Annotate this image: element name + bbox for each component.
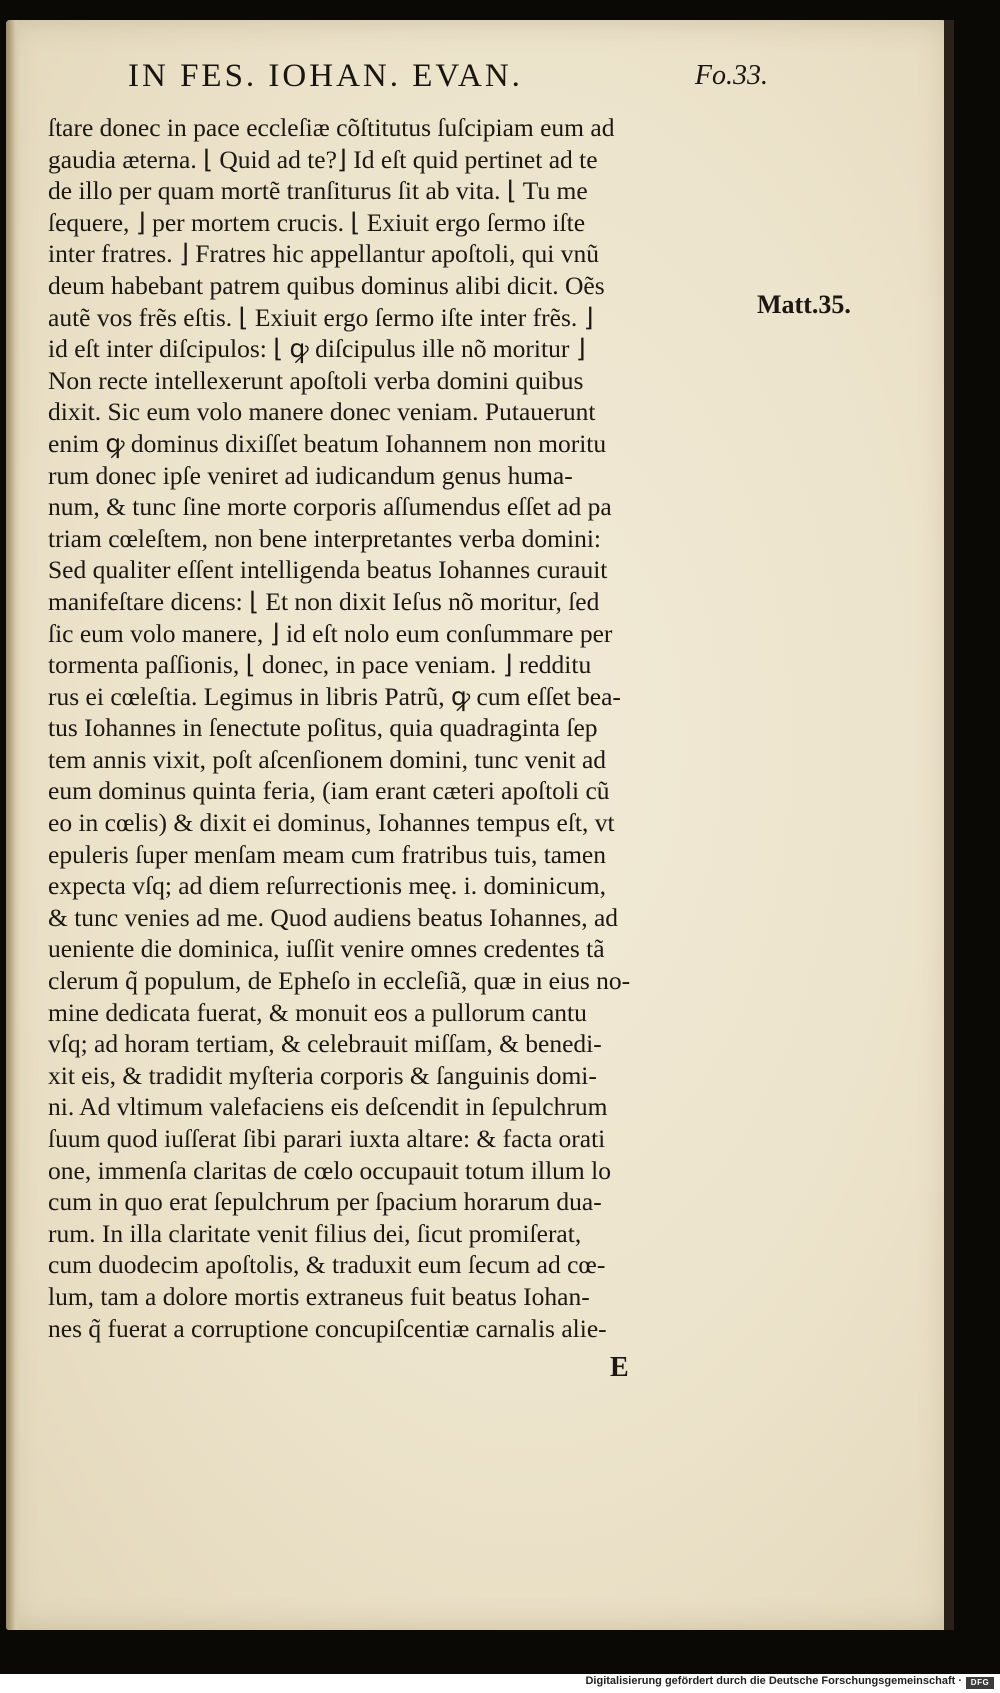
text-line: de illo per quam mortẽ tranſiturus ſit ab vita. ⌊ Tu me [48, 176, 588, 206]
text-line: rus ei cœleſtia. Legimus in libris Patrũ, ꝙ cum eſſet bea- [48, 681, 621, 711]
credit-bar [0, 1674, 1000, 1693]
text-line: vſq; ad horam tertiam, & celebrauit miſſam, & benedi- [48, 1029, 602, 1059]
dfg-logo-icon: DFG [966, 1677, 994, 1689]
text-line: rum donec ipſe veniret ad iudicandum genus huma- [48, 460, 573, 490]
text-line: nes q̃ fuerat a corruptione concupiſcentiæ carnalis alie- [48, 1313, 607, 1343]
text-line: Sed qualiter eſſent intelligenda beatus Iohannes curauit [48, 555, 608, 585]
text-line: Non recte intellexerunt apoſtoli verba domini quibus [48, 365, 584, 395]
funding-credit: Digitalisierung gefördert durch die Deutsche Forschungsgemeinschaft · [585, 1675, 962, 1687]
text-line: autẽ vos frẽs eſtis. ⌊ Exiuit ergo ſermo iſte inter frẽs. ⌋ [48, 302, 594, 332]
text-line: enim ꝙ dominus dixiſſet beatum Iohannem non moritu [48, 428, 607, 458]
text-line: xit eis, & tradidit myſteria corporis & ſanguinis domi- [48, 1060, 597, 1090]
text-line: ueniente die dominica, iuſſit venire omnes credentes tã [48, 934, 605, 964]
text-line: tormenta paſſionis, ⌊ donec, in pace veniam. ⌋ redditu [48, 650, 592, 680]
page-gutter-shadow [6, 20, 20, 1630]
text-line: ni. Ad vltimum valefaciens eis deſcendit in ſepulchrum [48, 1092, 608, 1122]
margin-note: Matt.35. [757, 290, 851, 319]
text-line: deum habebant patrem quibus dominus alibi dicit. Oẽs [48, 270, 605, 300]
text-line: id eſt inter diſcipulos: ⌊ ꝙ diſcipulus ille nõ moritur ⌋ [48, 334, 586, 364]
signature-mark: E [610, 1352, 629, 1383]
text-line: eum dominus quinta feria, (iam erant cæteri apoſtoli cũ [48, 776, 610, 806]
book-edge [944, 20, 954, 1630]
text-line: rum. In illa claritate venit filius dei, ſicut promiſerat, [48, 1218, 582, 1248]
text-line: expecta vſq; ad diem reſurrectionis meę. i. dominicum, [48, 871, 606, 901]
text-line: tus Iohannes in ſenectute poſitus, quia quadraginta ſep [48, 713, 598, 743]
text-line: clerum q̃ populum, de Epheſo in eccleſiã, quæ in eius no- [48, 966, 631, 996]
text-line: num, & tunc ſine morte corporis aſſumendus eſſet ad pa [48, 492, 612, 522]
text-line: ſuum quod iuſſerat ſibi parari iuxta altare: & facta orati [48, 1124, 606, 1153]
text-line: tem annis vixit, poſt aſcenſionem domini, tunc venit ad [48, 744, 607, 774]
text-line: epuleris ſuper menſam meam cum fratribus tuis, tamen [48, 839, 606, 869]
text-line: eo in cœlis) & dixit ei dominus, Iohannes tempus eſt, vt [48, 808, 615, 838]
text-line: cum duodecim apoſtolis, & traduxit eum ſecum ad cœ- [48, 1250, 606, 1280]
text-line: one, immenſa claritas de cœlo occupauit totum illum lo [48, 1155, 611, 1185]
text-line: dixit. Sic eum volo manere donec veniam. Putauerunt [48, 397, 596, 427]
folio-number: Fo.33. [694, 60, 768, 91]
text-line: triam cœleſtem, non bene interpretantes verba domini: [48, 523, 602, 553]
text-line: lum, tam a dolore mortis extraneus fuit beatus Iohan- [48, 1281, 590, 1311]
running-title: IN FES. IOHAN. EVAN. [128, 58, 523, 94]
body-text [48, 112, 753, 1344]
text-line: mine dedicata fuerat, & monuit eos a pullorum cantu [48, 997, 587, 1027]
text-line: ſtare donec in pace eccleſiæ cõſtitutus ſuſcipiam eum ad [48, 113, 615, 142]
text-line: ſic eum volo manere, ⌋ id eſt nolo eum conſummare per [48, 618, 613, 648]
text-line: cum in quo erat ſepulchrum per ſpacium horarum dua- [48, 1187, 602, 1217]
text-line: ſequere, ⌋ per mortem crucis. ⌊ Exiuit ergo ſermo iſte [48, 207, 586, 237]
text-line: gaudia æterna. ⌊ Quid ad te?⌋ Id eſt quid pertinet ad te [48, 144, 598, 174]
text-line: inter fratres. ⌋ Fratres hic appellantur apoſtoli, qui vnũ [48, 239, 599, 269]
text-line: manifeſtare dicens: ⌊ Et non dixit Ieſus nõ moritur, ſed [48, 586, 600, 616]
running-header [128, 58, 768, 108]
text-line: & tunc venies ad me. Quod audiens beatus Iohannes, ad [48, 902, 619, 932]
